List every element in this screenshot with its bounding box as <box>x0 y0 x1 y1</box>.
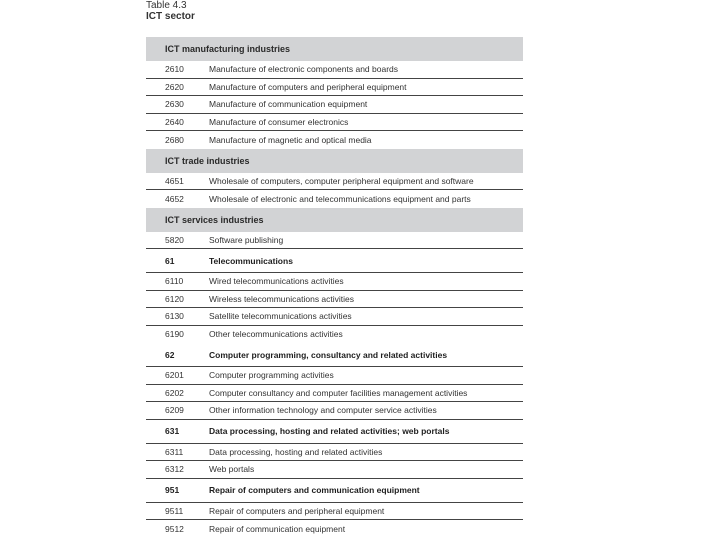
group-code: 61 <box>165 255 175 266</box>
section-header-manufacturing: ICT manufacturing industries <box>146 37 523 61</box>
row-description: Data processing, hosting and related activities <box>209 446 383 457</box>
ict-sector-table <box>146 37 523 538</box>
group-code: 631 <box>165 426 180 436</box>
table-row <box>146 291 523 309</box>
table-title: ICT sector <box>146 11 195 22</box>
row-description: Manufacture of consumer electronics <box>209 116 349 127</box>
row-description: Wholesale of computers, computer peripheral equipment and software <box>209 175 474 186</box>
row-description: Manufacture of computers and peripheral equipment <box>209 81 407 92</box>
row-description: Wholesale of electronic and telecommunications equipment and parts <box>209 193 471 204</box>
row-description: Manufacture of electronic components and boards <box>209 64 399 75</box>
row-description: Repair of computers and peripheral equipment <box>209 505 385 516</box>
table-row <box>146 79 523 97</box>
row-code: 9511 <box>165 505 184 516</box>
row-description: Computer consultancy and computer facilities management activities <box>209 387 468 398</box>
group-header-computer-programming <box>146 343 523 367</box>
row-description: Other telecommunications activities <box>209 329 343 340</box>
row-description: Web portals <box>209 464 255 475</box>
row-code: 6130 <box>165 311 184 322</box>
table-row <box>146 385 523 403</box>
row-code: 6312 <box>165 464 184 475</box>
row-code: 2680 <box>165 134 184 145</box>
table-caption <box>146 0 195 22</box>
table-row <box>146 173 523 191</box>
row-code: 4652 <box>165 193 184 204</box>
table-row <box>146 131 523 149</box>
row-code: 5820 <box>165 234 184 245</box>
table-row <box>146 503 523 521</box>
row-description: Satellite telecommunications activities <box>209 311 352 322</box>
group-title: Data processing, hosting and related activities; web portals <box>209 426 450 436</box>
row-code: 6190 <box>165 329 184 340</box>
table-row <box>146 326 523 344</box>
row-description: Repair of communication equipment <box>209 523 346 534</box>
row-description: Software publishing <box>209 234 284 245</box>
table-row <box>146 232 523 250</box>
table-row <box>146 444 523 462</box>
table-row <box>146 520 523 538</box>
table-row <box>146 273 523 291</box>
row-description: Computer programming activities <box>209 370 334 381</box>
row-description: Manufacture of communication equipment <box>209 99 368 110</box>
group-header-telecommunications <box>146 249 523 273</box>
group-title: Repair of computers and communication equipment <box>209 485 420 495</box>
row-description: Manufacture of magnetic and optical media <box>209 134 372 145</box>
group-header-data-processing <box>146 420 523 444</box>
row-code: 6120 <box>165 293 184 304</box>
group-title: Telecommunications <box>209 255 293 266</box>
section-header-services: ICT services industries <box>146 208 523 232</box>
row-code: 2620 <box>165 81 184 92</box>
group-code: 951 <box>165 485 180 495</box>
section-header-trade: ICT trade industries <box>146 149 523 173</box>
row-code: 6201 <box>165 370 184 381</box>
table-row <box>146 190 523 208</box>
row-code: 6110 <box>165 276 184 287</box>
group-code: 62 <box>165 349 175 360</box>
table-row <box>146 61 523 79</box>
row-description: Other information technology and computer service activities <box>209 405 437 416</box>
table-row <box>146 308 523 326</box>
table-row <box>146 96 523 114</box>
row-description: Wireless telecommunications activities <box>209 293 355 304</box>
group-title: Computer programming, consultancy and related activities <box>209 349 448 360</box>
group-header-repair <box>146 479 523 503</box>
row-description: Wired telecommunications activities <box>209 276 344 287</box>
row-code: 6202 <box>165 387 184 398</box>
table-row <box>146 402 523 420</box>
row-code: 9512 <box>165 523 184 534</box>
table-row <box>146 114 523 132</box>
table-row <box>146 367 523 385</box>
row-code: 2640 <box>165 116 184 127</box>
row-code: 4651 <box>165 175 184 186</box>
table-row <box>146 461 523 479</box>
row-code: 6311 <box>165 446 184 457</box>
row-code: 2630 <box>165 99 184 110</box>
row-code: 6209 <box>165 405 184 416</box>
table-number: Table 4.3 <box>146 0 187 11</box>
row-code: 2610 <box>165 64 184 75</box>
